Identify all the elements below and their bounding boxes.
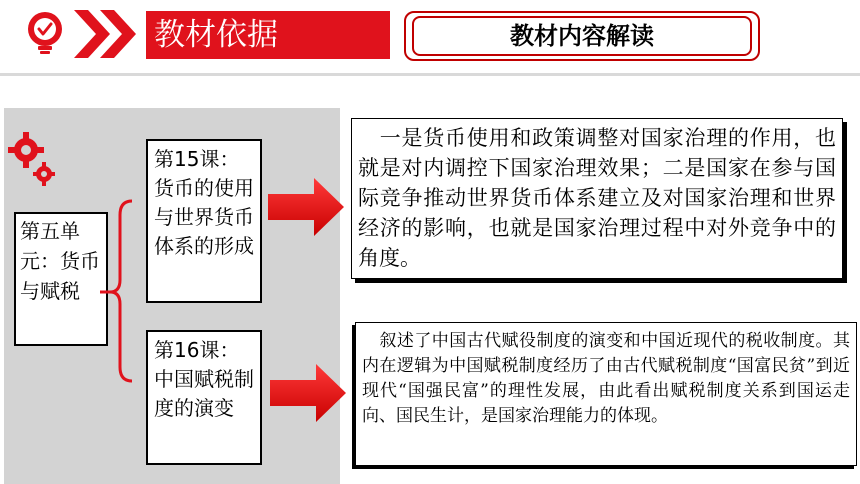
gears-icon (8, 120, 56, 190)
lightbulb-check-icon (24, 10, 66, 56)
unit-box: 第五单元：货币与赋税 (14, 212, 108, 346)
lesson-16-box: 第16课：中国赋税制度的演变 (146, 330, 262, 465)
chevrons-right-icon (70, 8, 140, 60)
bracket-connector (100, 195, 150, 385)
reading-text-1: 一是货币使用和政策调整对国家治理的作用，也就是对内调控下国家治理效果；二是国家在参与国际竞争推动世界货币体系建立及对国家治理和世界经济的影响，也就是国家治理过程中对外竞争中的角度。 (351, 118, 843, 279)
arrow-right-icon (268, 176, 346, 238)
subtitle: 教材内容解读 (412, 16, 752, 56)
page-title: 教材依据 (146, 11, 390, 59)
header-divider (0, 73, 860, 76)
lesson-15-box: 第15课：货币的使用与世界货币体系的形成 (146, 139, 262, 303)
arrow-right-icon (270, 362, 348, 424)
reading-text-2: 叙述了中国古代赋役制度的演变和中国近现代的税收制度。其内在逻辑为中国赋税制度经历了由古代赋税制度“国富民贫”到近现代“国强民富”的理性发展，由此看出赋税制度关系到国运走向、国民生计，是国家治理能力的体现。 (355, 322, 857, 466)
